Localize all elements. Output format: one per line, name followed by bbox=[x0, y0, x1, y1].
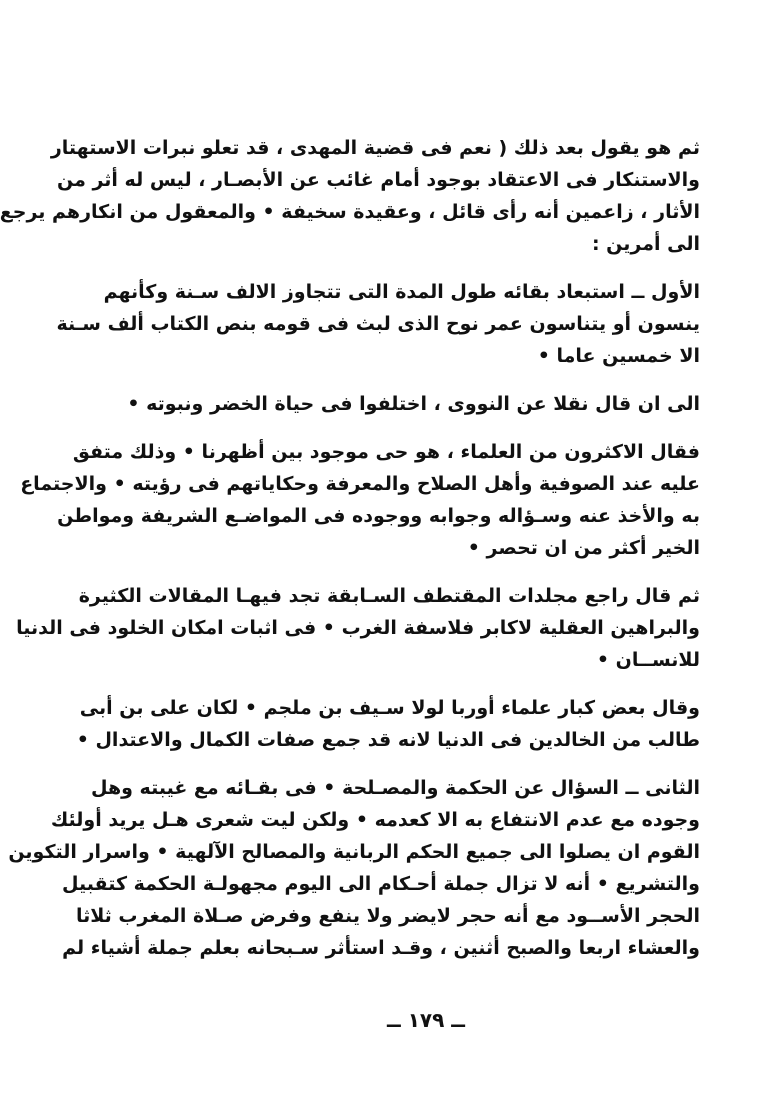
text-line: للانســان • bbox=[596, 649, 700, 671]
text-line: الا خمسين عاما • bbox=[537, 345, 700, 367]
text-line: الخير أكثر من ان تحصر • bbox=[467, 537, 700, 559]
text-line: عليه عند الصوفية وأهل الصلاح والمعرفة وحكاياتهم فى رؤيته • والاجتماع bbox=[20, 473, 700, 495]
text-line: ثم هو يقول بعد ذلك ( نعم فى قضية المهدى ، قد تعلو نبرات الاستهتار bbox=[50, 137, 700, 159]
text-line: ثم قال راجع مجلدات المقتطف السـابقة تجد فيهـا المقالات الكثيرة bbox=[78, 585, 700, 607]
paragraph-second-reason bbox=[8, 772, 700, 964]
text-line: وجوده مع عدم الانتفاع به الا كعدمه • ولكن ليت شعرى هـل يريد أولئك bbox=[50, 809, 700, 831]
paragraph-muqtataf bbox=[16, 580, 700, 676]
text-line: طالب من الخالدين فى الدنيا لانه قد جمع صفات الكمال والاعتدال • bbox=[76, 729, 700, 751]
text-line: به والأخذ عنه وسـؤاله وجوابه ووجوده فى المواضـع الشريفة ومواطن bbox=[57, 505, 700, 527]
page-body bbox=[0, 132, 700, 980]
paragraph-intro bbox=[0, 132, 700, 260]
text-line: والعشاء اربعا والصبح أثنين ، وقـد استأثر سـبحانه بعلم جملة أشياء لم bbox=[62, 937, 700, 959]
text-line: الأول ــ استبعاد بقائه طول المدة التى تتجاوز الالف سـنة وكأنهم bbox=[103, 281, 700, 303]
text-line: الأثار ، زاعمين أنه رأى قائل ، وعقيدة سخيفة • والمعقول من انكارهم يرجع bbox=[0, 201, 700, 223]
text-line: الحجر الأســود مع أنه حجر لايضر ولا ينفع وفرض صـلاة المغرب ثلاثا bbox=[75, 905, 700, 927]
paragraph-majority bbox=[20, 436, 700, 564]
text-line: الثانى ــ السؤال عن الحكمة والمصـلحة • فى بقـائه مع غيبته وهل bbox=[90, 777, 700, 799]
text-line: والتشريع • أنه لا تزال جملة أحـكام الى اليوم مجهولـة الحكمة كتقبيل bbox=[62, 873, 700, 895]
text-line: الى ان قال نقلا عن النووى ، اختلفوا فى حياة الخضر ونبوته • bbox=[127, 393, 700, 415]
text-line: ينسون أو يتناسون عمر نوح الذى لبث فى قومه بنص الكتاب ألف سـنة bbox=[56, 313, 700, 335]
text-line: الى أمرين : bbox=[591, 233, 700, 255]
paragraph-first-reason bbox=[56, 276, 700, 372]
paragraph-nawawi bbox=[127, 388, 700, 420]
text-line: والاستنكار فى الاعتقاد بوجود أمام غائب عن الأبصـار ، ليس له أثر من bbox=[57, 169, 700, 191]
text-line: فقال الاكثرون من العلماء ، هو حى موجود بين أظهرنا • وذلك متفق bbox=[72, 441, 700, 463]
text-line: وقال بعض كبار علماء أوربا لولا سـيف بن ملجم • لكان على بن أبى bbox=[79, 697, 700, 719]
text-line: والبراهين العقلية لاكابر فلاسفة الغرب • فى اثبات امكان الخلود فى الدنيا bbox=[16, 617, 700, 639]
text-line: القوم ان يصلوا الى جميع الحكم الربانية والمصالح الآلهية • واسرار التكوين bbox=[8, 841, 700, 863]
paragraph-europe-scholars bbox=[76, 692, 700, 756]
page-number: ــ ١٧٩ ــ bbox=[387, 1008, 465, 1032]
